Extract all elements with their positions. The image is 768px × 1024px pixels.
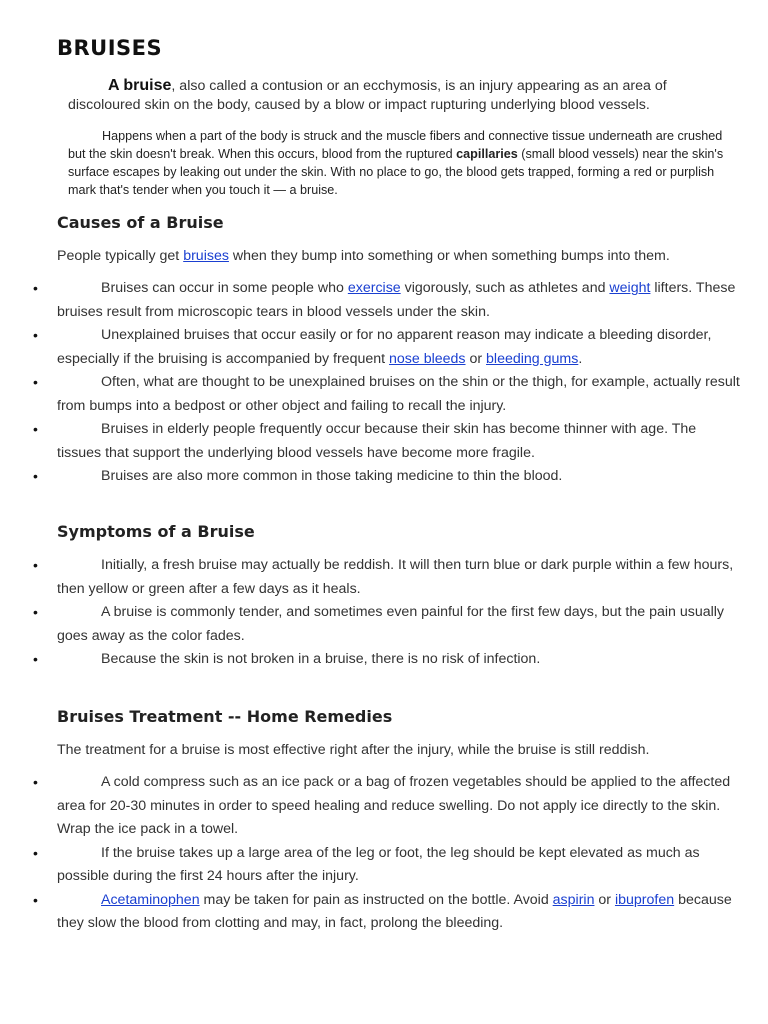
item-text: or: [465, 350, 487, 367]
aspirin-link[interactable]: aspirin: [552, 891, 595, 908]
nose-bleeds-link[interactable]: nose bleeds: [389, 350, 466, 367]
item-text: A bruise is commonly tender, and sometimes even painful for the first few days, but the pain usually goes away as the color fades.: [57, 604, 724, 644]
list-item: [0, 418, 740, 465]
item-text: Initially, a fresh bruise may actually be reddish. It will then turn blue or dark purple within a few hours, then yellow or green after a few days as it heals.: [57, 557, 734, 597]
item-text: Unexplained bruises that occur easily or for no apparent reason may indicate a bleeding disorder, especially if the bruising is accompanied by frequent: [57, 327, 712, 367]
intro-lead: A bruise: [108, 77, 172, 94]
bullet-icon: •: [33, 327, 38, 343]
bullet-icon: •: [33, 421, 38, 437]
capillaries-term: capillaries: [456, 147, 518, 161]
bullet-icon: •: [33, 774, 38, 790]
bleeding-gums-link[interactable]: bleeding gums: [486, 350, 579, 367]
ibuprofen-link[interactable]: ibuprofen: [614, 891, 675, 908]
causes-intro: [57, 245, 737, 268]
treatment-list: [0, 771, 740, 936]
bullet-icon: •: [33, 468, 38, 484]
intro-text: , also called a contusion or an ecchymosis, is an injury appearing as an area of discoloured skin on the body, caused by a blow or impact rupturing underlying blood vessels.: [68, 78, 667, 113]
list-item: [0, 465, 740, 489]
acetaminophen-link[interactable]: Acetaminophen: [101, 891, 200, 908]
list-item: [0, 771, 740, 842]
intro-paragraph-2: [68, 127, 740, 199]
item-text: Bruises are also more common in those taking medicine to thin the blood.: [101, 468, 563, 484]
bullet-icon: •: [33, 280, 38, 296]
causes-list: [0, 277, 740, 489]
item-text: Because the skin is not broken in a bruise, there is no risk of infection.: [101, 651, 541, 667]
item-text: A cold compress such as an ice pack or a bag of frozen vegetables should be applied to the affected area for 20-30 minutes in order to speed healing and reduce swelling. Do not apply ice directly to the skin. Wrap the ice pack in a towel.: [57, 774, 731, 837]
intro-p2-text-rest: (small blood vessels) near the skin's surface escapes by leaking out under the skin. With no place to go, the blood gets trapped, forming a red or purplish mark that's tender when you touch it — a bruise.: [68, 147, 724, 197]
symptoms-list: [0, 554, 740, 672]
bullet-icon: •: [33, 891, 38, 908]
item-text: Bruises in elderly people frequently occur because their skin has become thinner with age. The tissues that support the underlying blood vessels have become more fragile.: [57, 421, 697, 461]
weight-link[interactable]: weight: [609, 280, 651, 296]
bullet-icon: •: [33, 844, 38, 861]
bullet-icon: •: [33, 651, 38, 667]
bullet-icon: •: [33, 374, 38, 390]
symptoms-heading: Symptoms of a Bruise: [57, 522, 255, 541]
causes-intro-text: People typically get: [57, 248, 184, 264]
item-text: Bruises can occur in some people who: [101, 280, 348, 296]
causes-heading: Causes of a Bruise: [57, 213, 224, 232]
page-title: BRUISES: [57, 36, 163, 60]
list-item: [0, 324, 740, 371]
item-text: If the bruise takes up a large area of the leg or foot, the leg should be kept elevated as much as possible during the first 24 hours after the injury.: [57, 844, 700, 884]
item-text: .: [578, 350, 583, 367]
list-item: [0, 889, 740, 936]
list-item: [0, 648, 740, 672]
bruises-link[interactable]: bruises: [183, 248, 229, 264]
list-item: [0, 277, 740, 324]
bullet-icon: •: [33, 557, 38, 573]
item-text: may be taken for pain as instructed on the bottle. Avoid: [199, 891, 553, 908]
item-text: vigorously, such as athletes and: [400, 280, 610, 296]
intro-p2-text: Happens when a part of the body is struck and the muscle fibers and connective tissue underneath are crushed but the skin doesn't break. When this occurs, blood from the ruptured: [68, 129, 723, 161]
item-text: Often, what are thought to be unexplained bruises on the shin or the thigh, for example, actually result from bumps into a bedpost or other object and failing to recall the injury.: [57, 374, 740, 414]
item-text: because they slow the blood from clotting and may, in fact, prolong the bleeding.: [57, 891, 732, 931]
intro-paragraph: [68, 76, 740, 115]
bullet-icon: •: [33, 604, 38, 620]
treatment-heading: Bruises Treatment -- Home Remedies: [57, 707, 393, 726]
list-item: [0, 842, 740, 889]
item-text: or: [594, 891, 615, 908]
list-item: [0, 601, 740, 648]
treatment-intro: The treatment for a bruise is most effective right after the injury, while the bruise is still reddish.: [57, 742, 650, 758]
list-item: [0, 554, 740, 601]
causes-intro-text-rest: when they bump into something or when something bumps into them.: [228, 248, 670, 264]
list-item: [0, 371, 740, 418]
item-text: lifters. These bruises result from microscopic tears in blood vessels under the skin.: [57, 280, 736, 320]
exercise-link[interactable]: exercise: [347, 280, 401, 296]
